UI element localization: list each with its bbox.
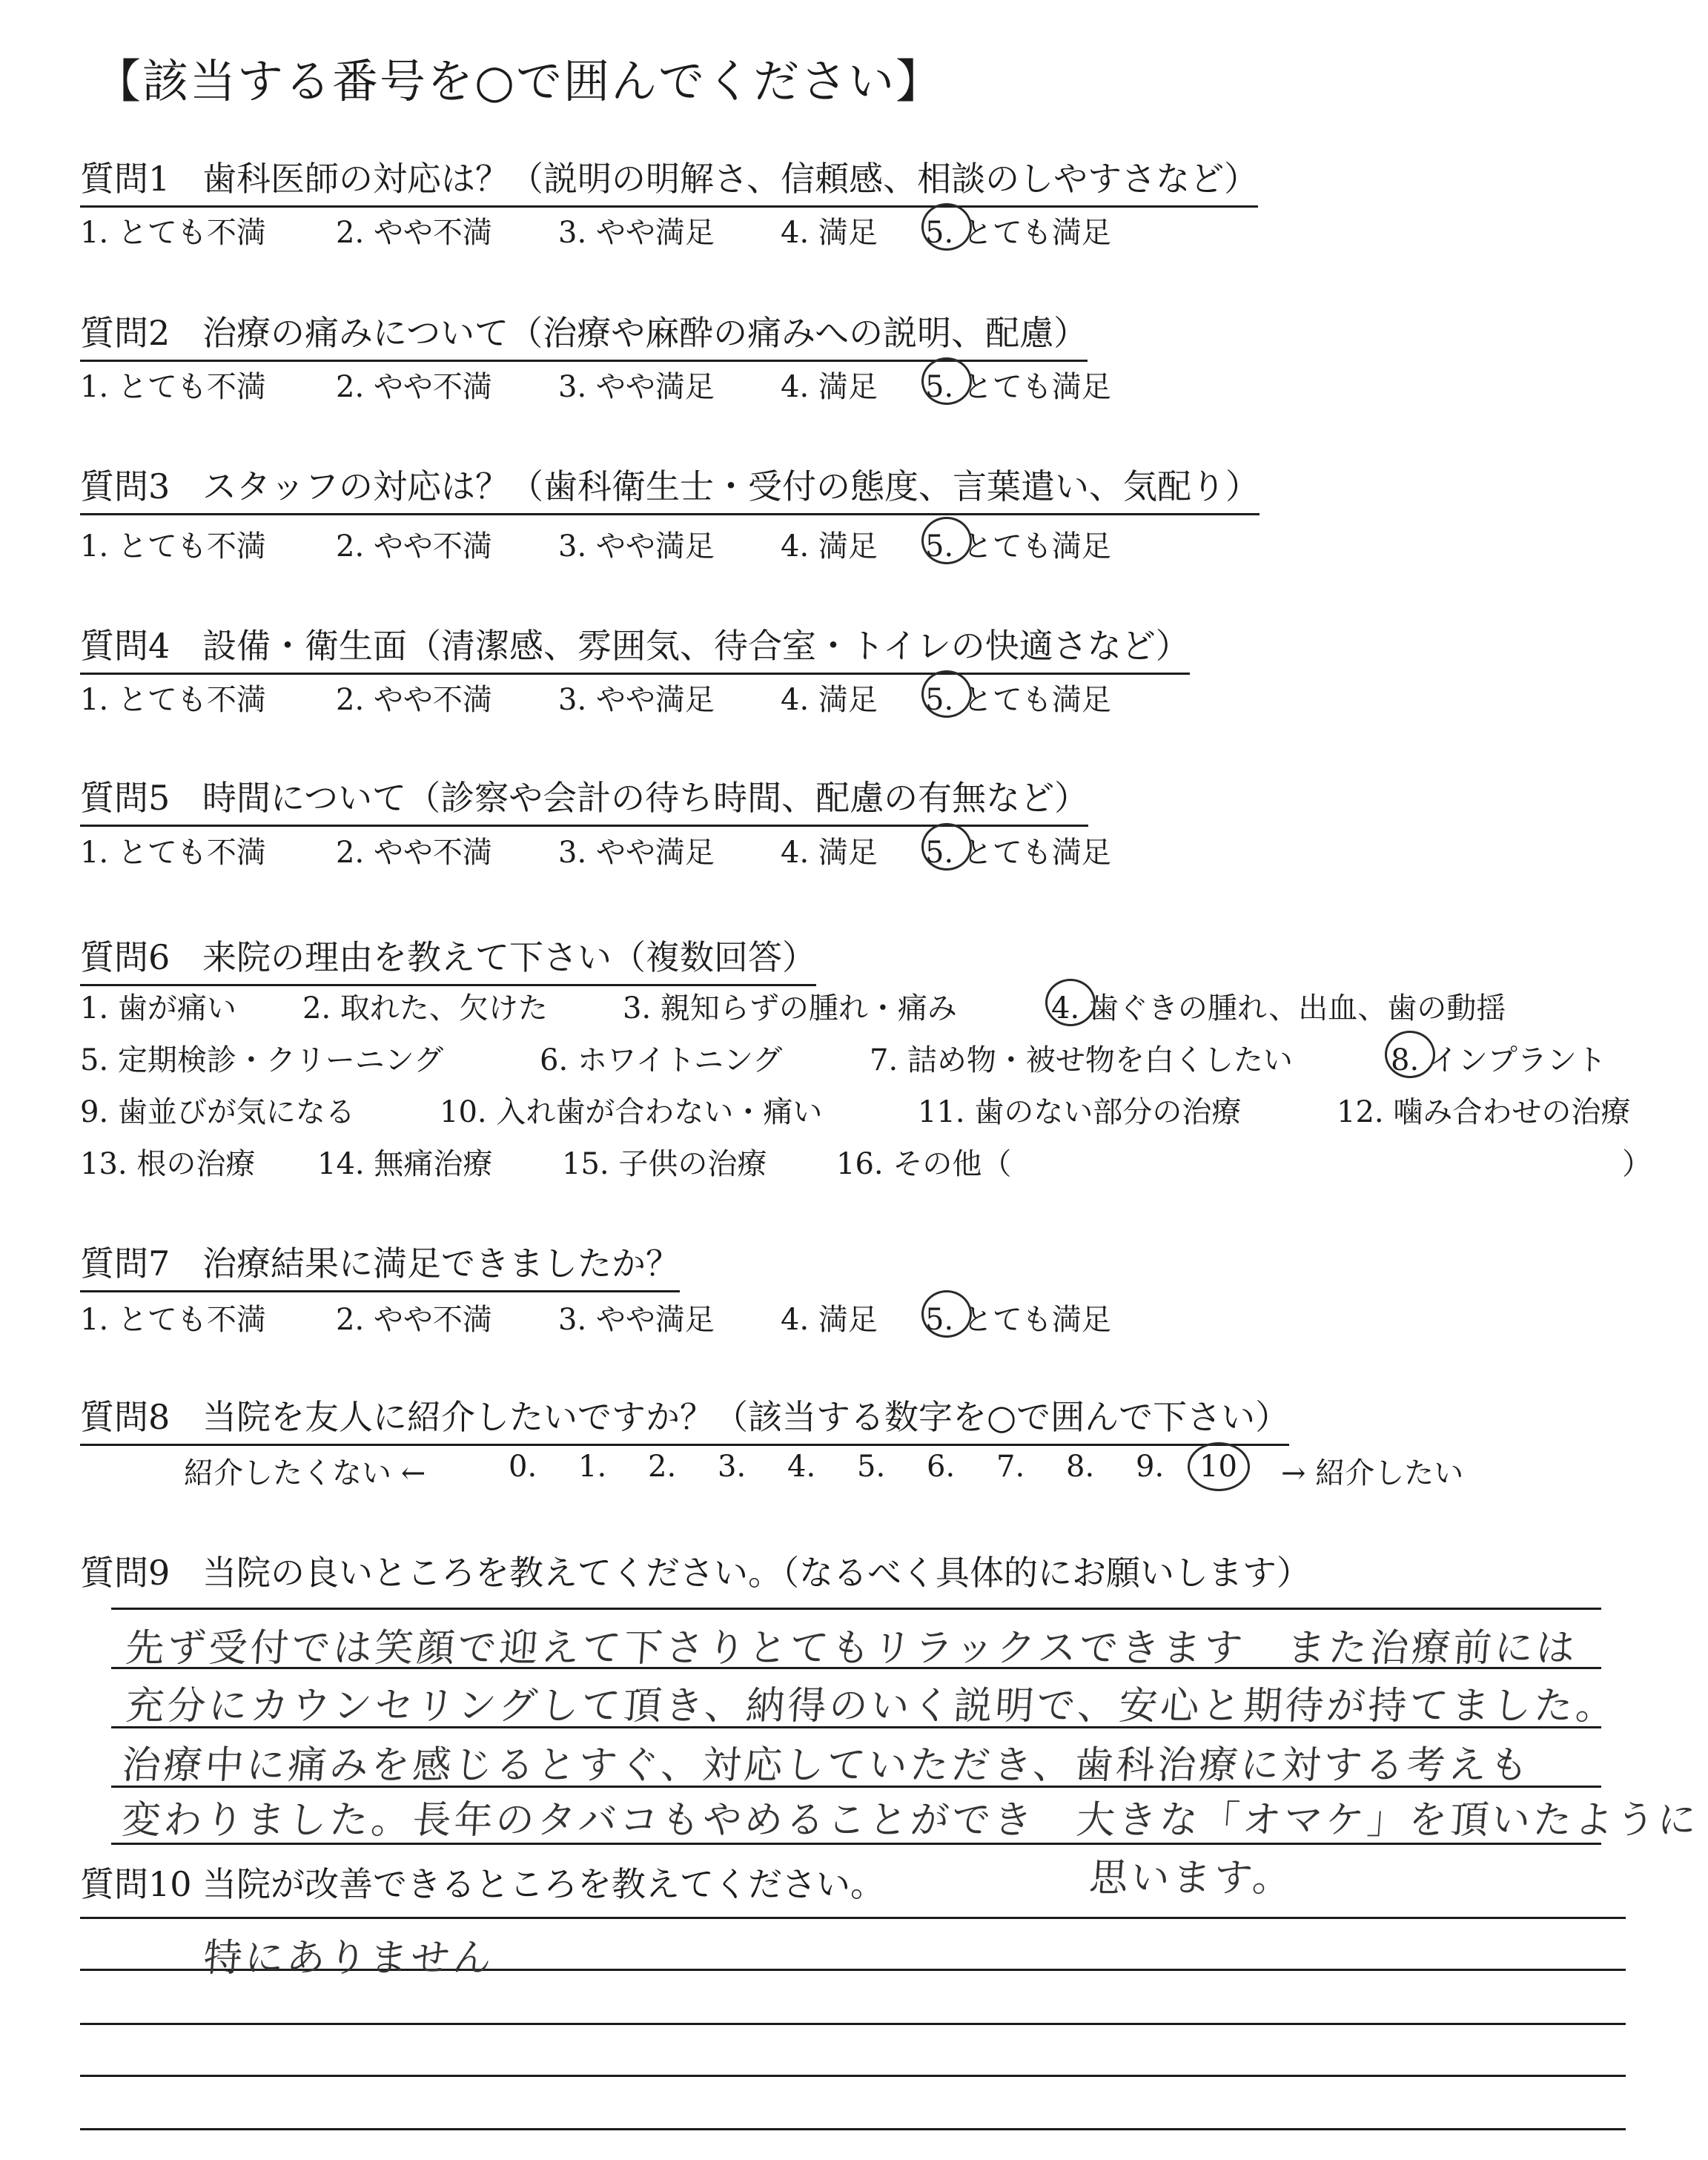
option-4[interactable]: 4. 満足	[781, 529, 878, 564]
selected-circle	[921, 357, 972, 405]
reason-6[interactable]: 6. ホワイトニング	[540, 1043, 783, 1077]
question-number: 質問6	[80, 937, 171, 977]
answer-9-line-4: 変わりました。長年のタバコもやめることができ 大きな「オマケ」を頂いたように	[120, 1798, 1701, 1843]
question-text: 歯科医師の対応は？（説明の明解さ、信頼感、相談のしやすさなど）	[202, 159, 1259, 199]
option-4[interactable]: 4. 満足	[781, 836, 878, 870]
reason-3[interactable]: 3. 親知らずの腫れ・痛み	[623, 991, 957, 1025]
reason-16[interactable]: 16. その他（	[836, 1147, 1012, 1181]
reason-1[interactable]: 1. 歯が痛い	[80, 991, 236, 1025]
option-3[interactable]: 3. やや満足	[558, 216, 715, 250]
question-number: 質問2	[80, 313, 171, 353]
question-4	[80, 619, 1190, 675]
answer-line	[80, 2075, 1626, 2077]
reason-9[interactable]: 9. 歯並びが気になる	[80, 1095, 355, 1129]
option-2[interactable]: 2. やや不満	[336, 683, 492, 717]
option-4[interactable]: 4. 満足	[781, 683, 878, 717]
option-3[interactable]: 3. やや満足	[558, 683, 715, 717]
option-4[interactable]: 4. 満足	[781, 370, 878, 404]
recommend-2[interactable]: 2.	[648, 1450, 677, 1484]
reason-10[interactable]: 10. 入れ歯が合わない・痛い	[440, 1095, 823, 1129]
answer-line	[111, 1608, 1601, 1610]
question-number: 質問5	[80, 778, 171, 818]
question-number: 質問7	[80, 1244, 171, 1284]
reason-7[interactable]: 7. 詰め物・被せ物を白くしたい	[870, 1043, 1293, 1077]
other-input[interactable]	[1051, 1140, 1659, 1170]
selected-circle	[921, 517, 972, 564]
option-2[interactable]: 2. やや不満	[336, 836, 492, 870]
page-title: 【該当する番号を○で囲んでください】	[95, 54, 944, 108]
recommend-8[interactable]: 8.	[1066, 1450, 1095, 1484]
option-5[interactable]: 5. とても満足	[925, 216, 1111, 250]
question-text: 治療の痛みについて（治療や麻酔の痛みへの説明、配慮）	[202, 313, 1088, 353]
option-5[interactable]: 5. とても満足	[925, 529, 1111, 564]
selected-circle	[921, 670, 972, 718]
question-text: 当院の良いところを教えてください。（なるべく具体的にお願いします）	[202, 1553, 1311, 1593]
option-3[interactable]: 3. やや満足	[558, 1303, 715, 1337]
reason-2[interactable]: 2. 取れた、欠けた	[302, 991, 548, 1025]
reason-12[interactable]: 12. 噛み合わせの治療	[1337, 1095, 1631, 1129]
question-text: 来院の理由を教えて下さい（複数回答）	[202, 937, 816, 977]
recommend-6[interactable]: 6.	[927, 1450, 956, 1484]
recommend-1[interactable]: 1.	[578, 1450, 607, 1484]
question-text: 当院が改善できるところを教えてください。	[202, 1864, 884, 1904]
reason-13[interactable]: 13. 根の治療	[80, 1147, 256, 1181]
reason-11[interactable]: 11. 歯のない部分の治療	[918, 1095, 1242, 1129]
answer-10: 特にありません	[202, 1936, 496, 1981]
option-2[interactable]: 2. やや不満	[336, 529, 492, 564]
answer-9-line-3: 治療中に痛みを感じるとすぐ、対応していただき、歯科治療に対する考えも	[120, 1743, 1533, 1788]
recommend-7[interactable]: 7.	[996, 1450, 1025, 1484]
answer-line	[80, 2128, 1626, 2130]
question-text: 設備・衛生面（清潔感、雰囲気、待合室・トイレの快適さなど）	[202, 626, 1190, 666]
reason-4[interactable]: 4. 歯ぐきの腫れ、出血、歯の動揺	[1051, 991, 1506, 1025]
option-1[interactable]: 1. とても不満	[80, 529, 266, 564]
selected-circle	[921, 1290, 972, 1338]
option-5[interactable]: 5. とても満足	[925, 836, 1111, 870]
question-number: 質問3	[80, 466, 171, 506]
reason-5[interactable]: 5. 定期検診・クリーニング	[80, 1043, 444, 1077]
option-2[interactable]: 2. やや不満	[336, 370, 492, 404]
question-number: 質問10	[80, 1864, 192, 1904]
option-4[interactable]: 4. 満足	[781, 1303, 878, 1337]
question-5	[80, 771, 1088, 827]
question-number: 質問1	[80, 159, 171, 199]
recommend-5[interactable]: 5.	[857, 1450, 886, 1484]
option-5[interactable]: 5. とても満足	[925, 683, 1111, 717]
recommend-3[interactable]: 3.	[718, 1450, 747, 1484]
option-2[interactable]: 2. やや不満	[336, 1303, 492, 1337]
reason-15[interactable]: 15. 子供の治療	[562, 1147, 767, 1181]
question-1	[80, 152, 1258, 208]
answer-9-line-2: 充分にカウンセリングして頂き、納得のいく説明で、安心と期待が持てました。	[124, 1684, 1619, 1728]
option-3[interactable]: 3. やや満足	[558, 529, 715, 564]
answer-9-line-1: 先ず受付では笑顔で迎えて下さりとてもリラックスできます また治療前には	[124, 1626, 1580, 1671]
recommend-0[interactable]: 0.	[509, 1450, 537, 1484]
selected-circle	[921, 823, 972, 871]
option-1[interactable]: 1. とても不満	[80, 1303, 266, 1337]
answer-line	[80, 1917, 1626, 1919]
option-5[interactable]: 5. とても満足	[925, 1303, 1111, 1337]
option-1[interactable]: 1. とても不満	[80, 370, 266, 404]
recommend-10[interactable]: 10	[1199, 1450, 1237, 1484]
option-1[interactable]: 1. とても不満	[80, 836, 266, 870]
question-6	[80, 931, 816, 986]
option-1[interactable]: 1. とても不満	[80, 216, 266, 250]
question-3	[80, 460, 1260, 515]
recommend-left-label: 紹介したくない ←	[184, 1456, 426, 1490]
answer-9-line-5: 思います。	[1088, 1856, 1296, 1900]
question-text: 時間について（診察や会計の待ち時間、配慮の有無など）	[202, 778, 1089, 818]
question-text: スタッフの対応は？（歯科衛生士・受付の態度、言葉遣い、気配り）	[202, 466, 1260, 506]
selected-circle	[921, 203, 972, 251]
option-2[interactable]: 2. やや不満	[336, 216, 492, 250]
question-number: 質問4	[80, 626, 171, 666]
question-text: 治療結果に満足できましたか？	[202, 1244, 680, 1284]
option-1[interactable]: 1. とても不満	[80, 683, 266, 717]
selected-circle	[1188, 1442, 1250, 1491]
recommend-right-label: → 紹介したい	[1281, 1456, 1464, 1490]
question-8	[80, 1390, 1289, 1446]
reason-8[interactable]: 8. インプラント	[1391, 1043, 1606, 1077]
option-4[interactable]: 4. 満足	[781, 216, 878, 250]
option-3[interactable]: 3. やや満足	[558, 836, 715, 870]
recommend-9[interactable]: 9.	[1136, 1450, 1165, 1484]
question-number: 質問9	[80, 1553, 171, 1593]
option-5[interactable]: 5. とても満足	[925, 370, 1111, 404]
question-7	[80, 1237, 680, 1292]
recommend-4[interactable]: 4.	[787, 1450, 816, 1484]
other-close-paren: ）	[1622, 1147, 1652, 1181]
reason-14[interactable]: 14. 無痛治療	[317, 1147, 493, 1181]
question-number: 質問8	[80, 1397, 171, 1437]
option-3[interactable]: 3. やや満足	[558, 370, 715, 404]
selected-circle	[1385, 1031, 1435, 1078]
question-text: 当院を友人に紹介したいですか？（該当する数字を○で囲んで下さい）	[202, 1397, 1290, 1437]
answer-line	[80, 2023, 1626, 2025]
question-9	[80, 1546, 1311, 1599]
question-10	[80, 1857, 884, 1911]
selected-circle	[1045, 979, 1096, 1026]
question-2	[80, 306, 1088, 362]
